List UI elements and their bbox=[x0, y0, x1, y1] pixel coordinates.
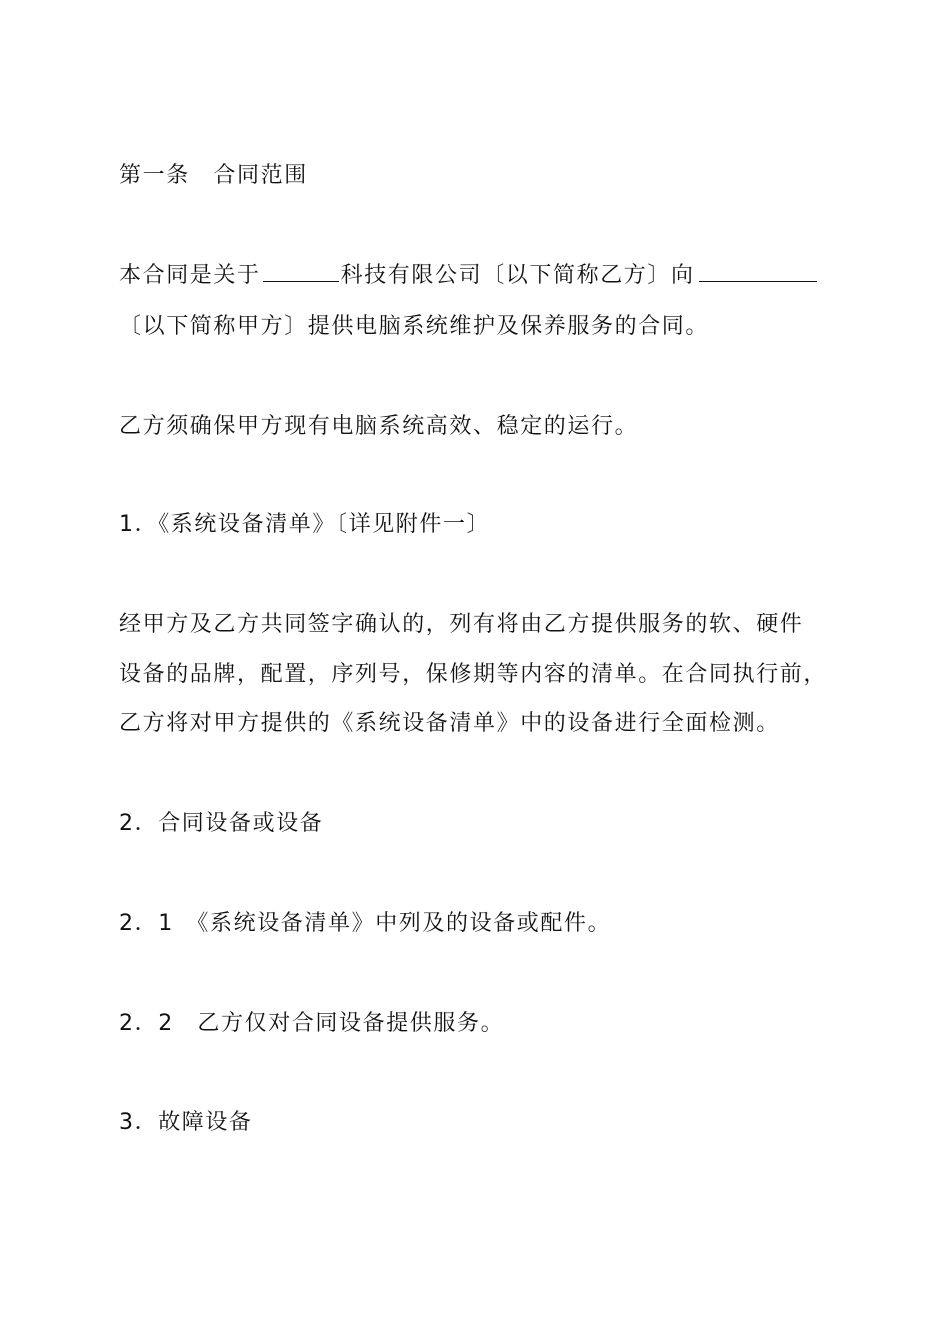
item-2-title: 2．合同设备或设备 bbox=[119, 811, 324, 836]
item-2-2: 2．2 乙方仅对合同设备提供服务。 bbox=[119, 1011, 505, 1036]
item-1-body-line-2: 设备的品牌，配置，序列号，保修期等内容的清单。在合同执行前， bbox=[119, 662, 828, 687]
intro-line-2: 〔以下简称甲方〕提供电脑系统维护及保养服务的合同。 bbox=[119, 314, 710, 339]
company-name-blank bbox=[263, 263, 339, 282]
item-2-1: 2．1 《系统设备清单》中列及的设备或配件。 bbox=[119, 911, 612, 936]
item-3-title: 3．故障设备 bbox=[119, 1110, 253, 1135]
party-a-name-blank bbox=[699, 263, 817, 282]
item-1-title: 1．《系统设备清单》〔详见附件一〕 bbox=[119, 512, 491, 537]
article-heading: 第一条 合同范围 bbox=[119, 163, 308, 188]
intro-line-1 bbox=[119, 263, 817, 289]
item-1-body-line-1: 经甲方及乙方共同签字确认的，列有将由乙方提供服务的软、硬件 bbox=[119, 612, 804, 637]
obligation-paragraph: 乙方须确保甲方现有电脑系统高效、稳定的运行。 bbox=[119, 414, 639, 439]
intro-text-middle: 科技有限公司〔以下简称乙方〕向 bbox=[340, 263, 695, 288]
item-1-body-line-3: 乙方将对甲方提供的《系统设备清单》中的设备进行全面检测。 bbox=[119, 711, 780, 736]
intro-text-start: 本合同是关于 bbox=[119, 263, 261, 288]
